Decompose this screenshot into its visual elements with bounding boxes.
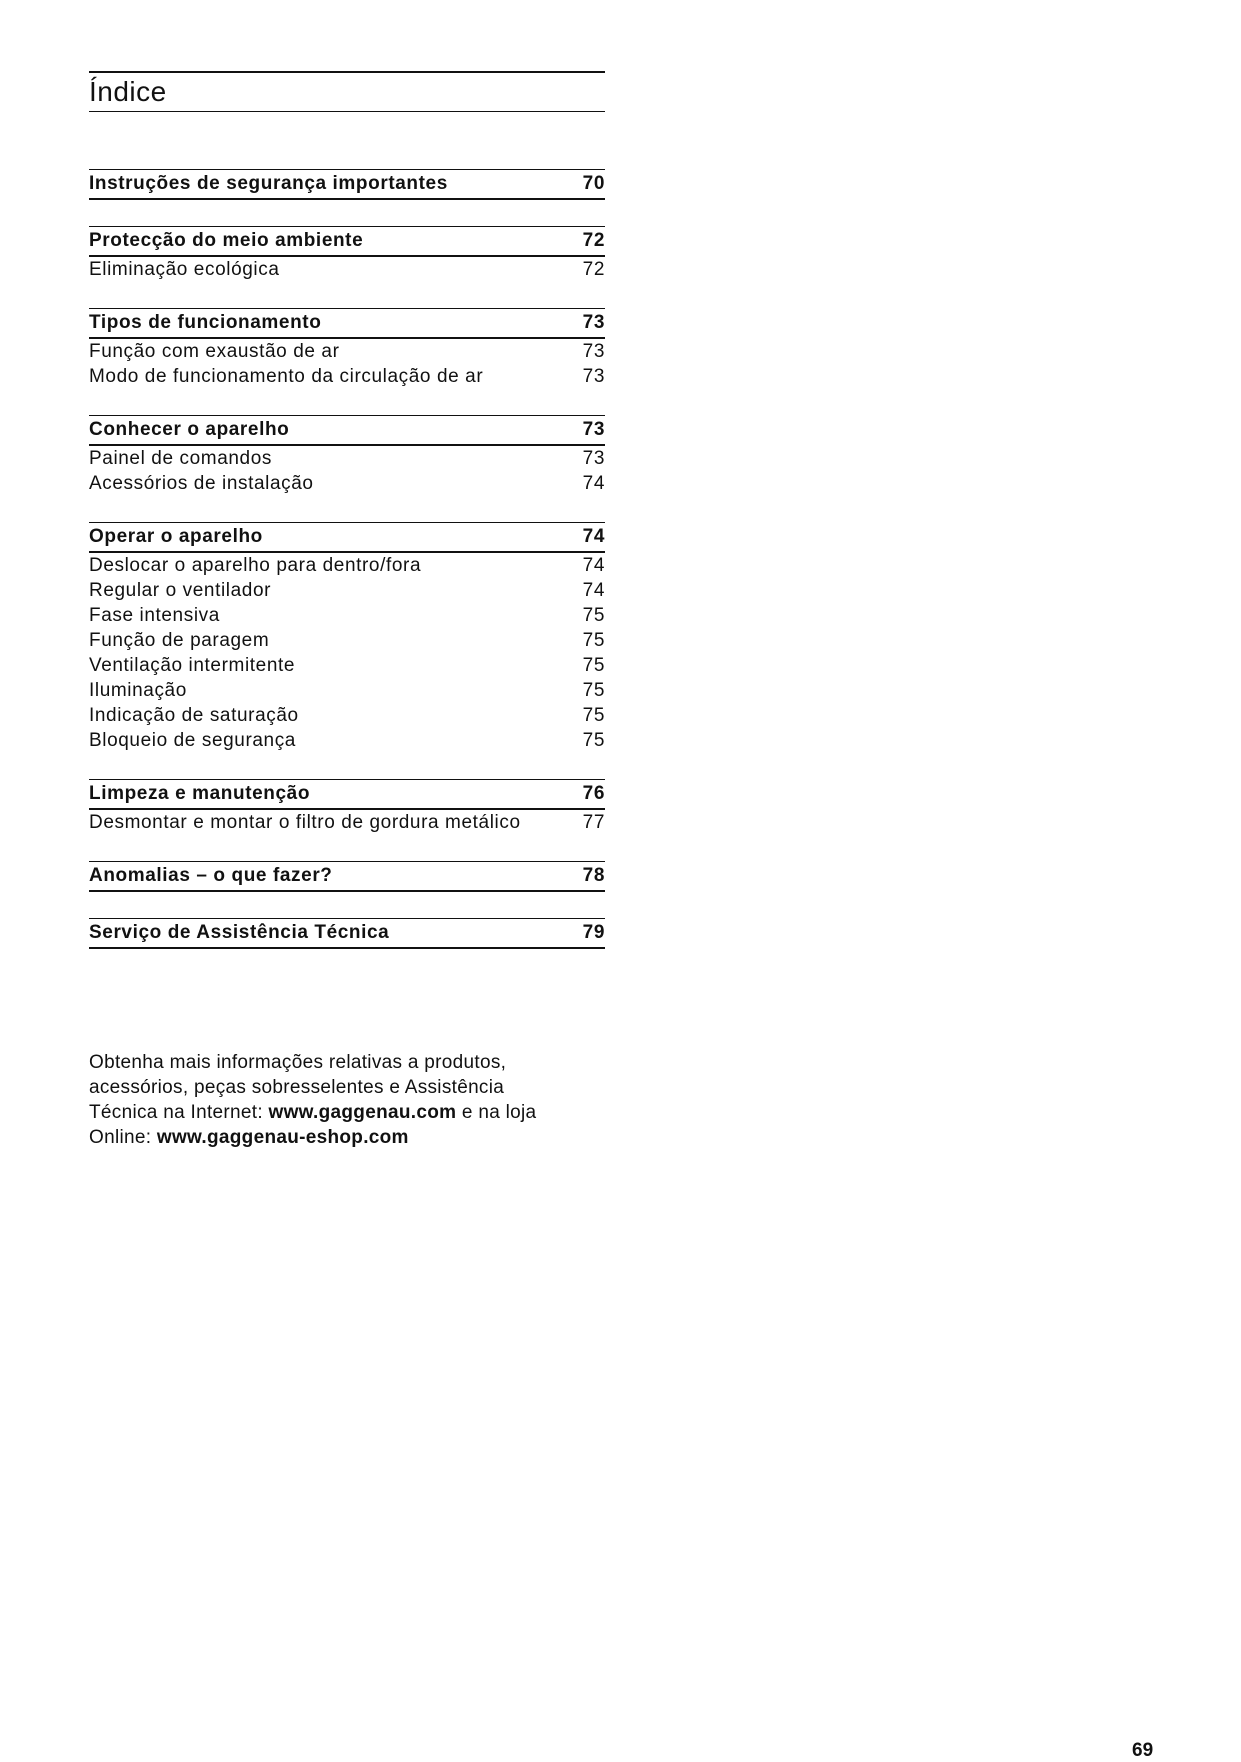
toc-item[interactable] <box>89 603 605 628</box>
toc-item-label: Função com exaustão de ar <box>89 340 340 362</box>
toc-section <box>89 779 605 835</box>
toc-item-label: Desmontar e montar o filtro de gordura metálico <box>89 811 521 833</box>
toc-item-label: Fase intensiva <box>89 604 220 626</box>
toc-section-page: 70 <box>582 173 605 194</box>
toc-item-label: Painel de comandos <box>89 447 272 469</box>
toc-section <box>89 918 605 949</box>
toc-item-label: Modo de funcionamento da circulação de ar <box>89 365 484 387</box>
toc-item[interactable] <box>89 810 605 835</box>
toc-item[interactable] <box>89 471 605 496</box>
info-paragraph <box>89 1050 609 1150</box>
website-link[interactable]: www.gaggenau.com <box>268 1102 457 1123</box>
toc-section-heading[interactable] <box>89 226 605 257</box>
toc-section-heading[interactable] <box>89 308 605 339</box>
toc-item[interactable] <box>89 446 605 471</box>
toc-item-label: Bloqueio de segurança <box>89 729 296 751</box>
toc-section-page: 72 <box>582 230 605 251</box>
toc-item[interactable] <box>89 364 605 389</box>
toc-item-page: 75 <box>582 629 605 651</box>
toc-item-page: 73 <box>582 365 605 387</box>
toc-item[interactable] <box>89 703 605 728</box>
toc-item[interactable] <box>89 628 605 653</box>
page-number: 69 <box>1132 1740 1154 1761</box>
toc-section-page: 78 <box>582 865 605 886</box>
toc-section-page: 79 <box>582 922 605 943</box>
toc-section-label: Serviço de Assistência Técnica <box>89 922 390 943</box>
toc-item-page: 74 <box>582 472 605 494</box>
toc-section <box>89 415 605 496</box>
toc-section <box>89 861 605 892</box>
toc-item-page: 75 <box>582 654 605 676</box>
toc-section-label: Protecção do meio ambiente <box>89 230 364 251</box>
toc-item[interactable] <box>89 339 605 364</box>
toc-item[interactable] <box>89 578 605 603</box>
info-text: Técnica na Internet: <box>89 1102 269 1123</box>
toc-item[interactable] <box>89 553 605 578</box>
page-title: Índice <box>89 76 167 107</box>
toc-section-label: Operar o aparelho <box>89 526 263 547</box>
toc-item-page: 72 <box>582 258 605 280</box>
toc-section-heading[interactable] <box>89 779 605 810</box>
info-text: e na loja <box>456 1102 537 1123</box>
toc-item[interactable] <box>89 653 605 678</box>
toc-section-heading[interactable] <box>89 861 605 892</box>
toc-section-label: Limpeza e manutenção <box>89 783 311 804</box>
toc-item-label: Acessórios de instalação <box>89 472 314 494</box>
toc-item-label: Ventilação intermitente <box>89 654 296 676</box>
toc-section <box>89 308 605 389</box>
info-line: acessórios, peças sobresselentes e Assistência <box>89 1077 505 1098</box>
info-line: Obtenha mais informações relativas a produtos, <box>89 1052 507 1073</box>
toc-section-page: 74 <box>582 526 605 547</box>
toc-section-label: Tipos de funcionamento <box>89 312 322 333</box>
toc-section-page: 76 <box>582 783 605 804</box>
toc-section-heading[interactable] <box>89 415 605 446</box>
toc-section-label: Anomalias – o que fazer? <box>89 865 333 886</box>
toc-item[interactable] <box>89 678 605 703</box>
toc-section-page: 73 <box>582 419 605 440</box>
toc-section-heading[interactable] <box>89 522 605 553</box>
toc-item-page: 75 <box>582 704 605 726</box>
toc-item-label: Função de paragem <box>89 629 270 651</box>
toc-item-label: Deslocar o aparelho para dentro/fora <box>89 554 422 576</box>
toc-item[interactable] <box>89 728 605 753</box>
toc-section-heading[interactable] <box>89 918 605 949</box>
toc-item-label: Indicação de saturação <box>89 704 299 726</box>
toc-item-page: 73 <box>582 447 605 469</box>
toc-item-page: 77 <box>582 811 605 833</box>
toc-item-page: 74 <box>582 579 605 601</box>
toc-item-label: Eliminação ecológica <box>89 258 280 280</box>
toc-section-heading[interactable] <box>89 169 605 200</box>
toc-item-page: 75 <box>582 679 605 701</box>
toc-section <box>89 522 605 753</box>
toc-section-label: Instruções de segurança importantes <box>89 173 448 194</box>
info-line <box>89 1100 609 1125</box>
toc-item-page: 73 <box>582 340 605 362</box>
toc-item[interactable] <box>89 257 605 282</box>
info-text: Online: <box>89 1127 157 1148</box>
toc-item-label: Iluminação <box>89 679 187 701</box>
toc-section-page: 73 <box>582 312 605 333</box>
toc-section-label: Conhecer o aparelho <box>89 419 290 440</box>
toc-title-block <box>89 71 605 112</box>
toc-section <box>89 226 605 282</box>
toc-section <box>89 169 605 200</box>
toc-item-page: 75 <box>582 604 605 626</box>
toc-item-page: 75 <box>582 729 605 751</box>
toc-item-page: 74 <box>582 554 605 576</box>
toc-item-label: Regular o ventilador <box>89 579 272 601</box>
info-line <box>89 1125 609 1150</box>
eshop-link[interactable]: www.gaggenau-eshop.com <box>156 1127 409 1148</box>
